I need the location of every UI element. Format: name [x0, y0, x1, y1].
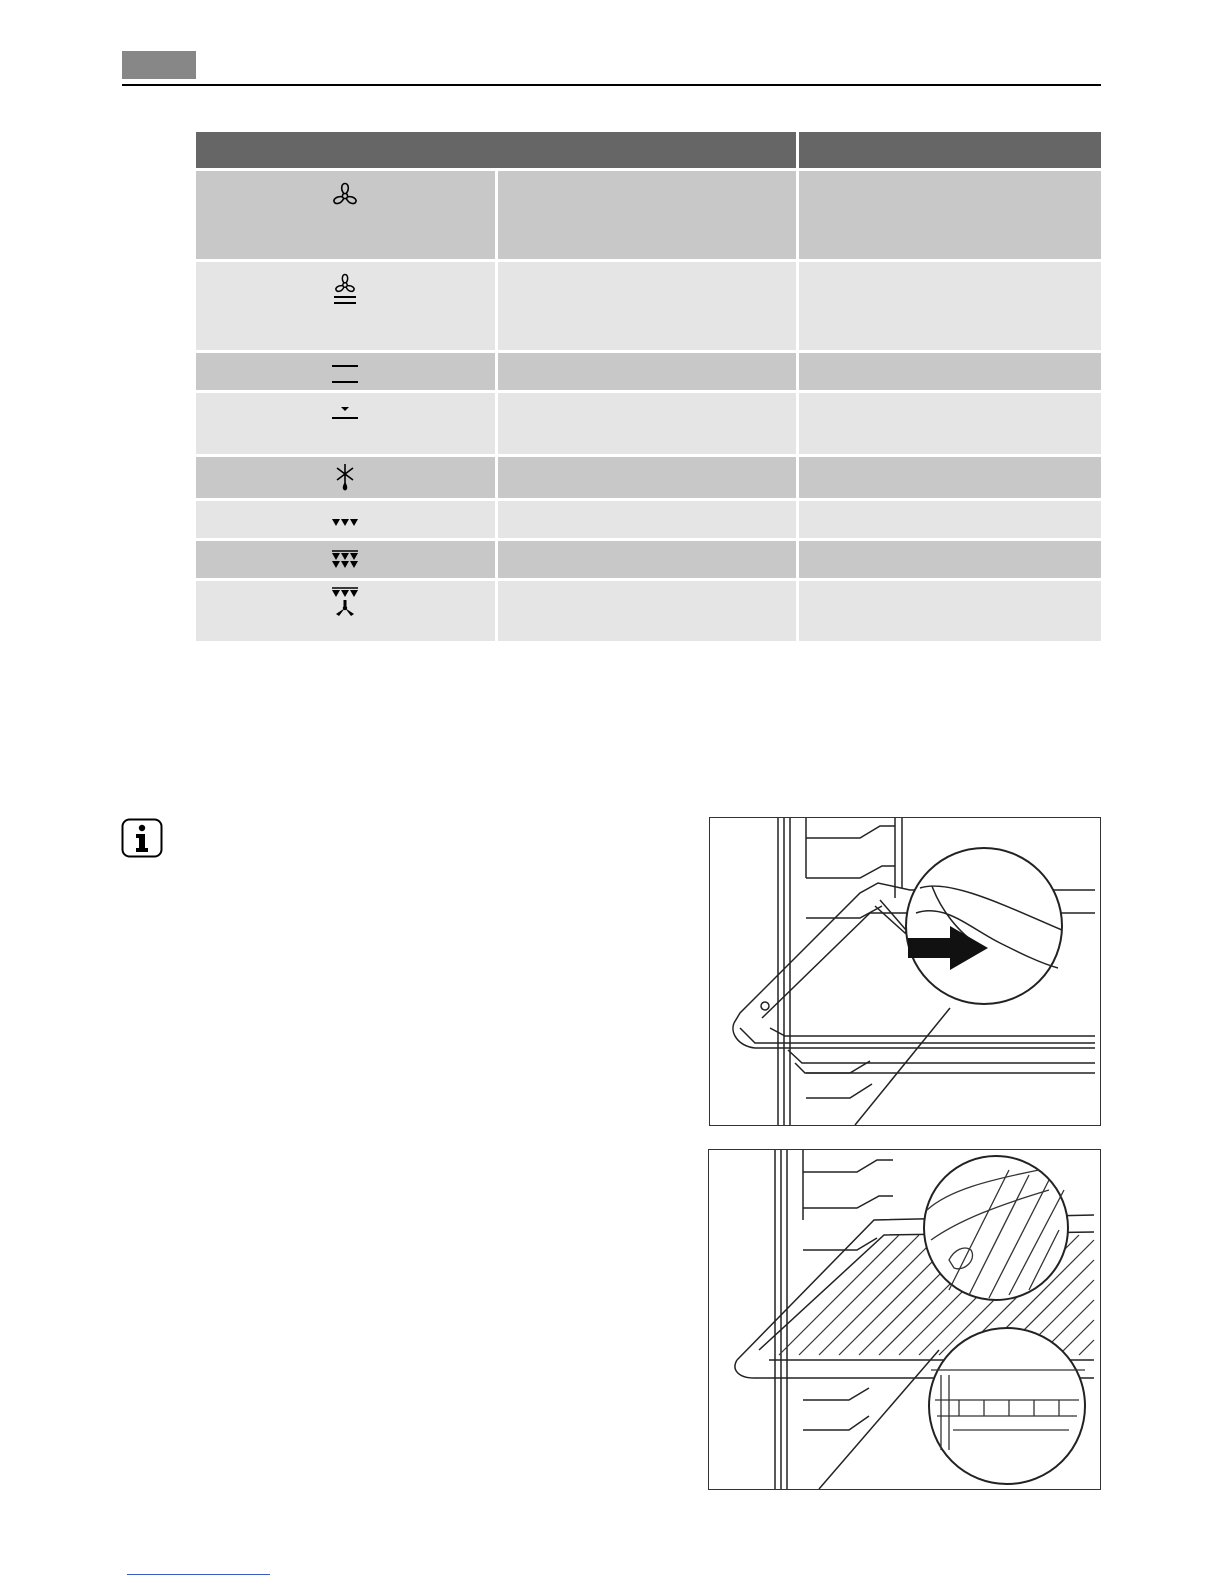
defrost-icon — [333, 463, 357, 498]
table-header-application — [799, 132, 1101, 171]
function-description — [799, 353, 1101, 393]
table-row — [196, 581, 1101, 644]
function-name — [498, 457, 800, 501]
true-fan-cooking-icon — [330, 182, 360, 215]
table-row — [196, 457, 1101, 501]
function-description — [799, 581, 1101, 644]
function-name — [498, 262, 800, 353]
info-icon — [121, 818, 163, 858]
function-name — [498, 581, 800, 644]
function-name — [498, 541, 800, 581]
grilling-icon — [330, 515, 360, 533]
baking-tray-insertion-illustration — [709, 817, 1101, 1126]
function-description — [799, 171, 1101, 262]
function-name — [498, 353, 800, 393]
table-row — [196, 262, 1101, 353]
function-name — [498, 393, 800, 457]
function-description — [799, 541, 1101, 581]
table-row — [196, 171, 1101, 262]
function-name — [498, 171, 800, 262]
header-rule — [122, 84, 1101, 86]
function-description — [799, 501, 1101, 541]
table-row — [196, 501, 1101, 541]
fast-grilling-icon — [330, 550, 360, 575]
function-description — [799, 457, 1101, 501]
conventional-cooking-icon — [330, 364, 360, 389]
turbo-grilling-icon — [330, 587, 360, 622]
oven-functions-table — [196, 132, 1101, 644]
function-description — [799, 262, 1101, 353]
header-tab-marker — [122, 51, 196, 79]
bottom-heat-icon — [330, 404, 360, 427]
table-row — [196, 353, 1101, 393]
table-row — [196, 393, 1101, 457]
wire-shelf-insertion-illustration — [708, 1149, 1101, 1490]
function-description — [799, 393, 1101, 457]
footer-link-underline — [127, 1574, 270, 1575]
table-header-function — [196, 132, 799, 171]
function-name — [498, 501, 800, 541]
table-row — [196, 541, 1101, 581]
table-header-row — [196, 132, 1101, 171]
pizza-setting-icon — [330, 273, 360, 310]
